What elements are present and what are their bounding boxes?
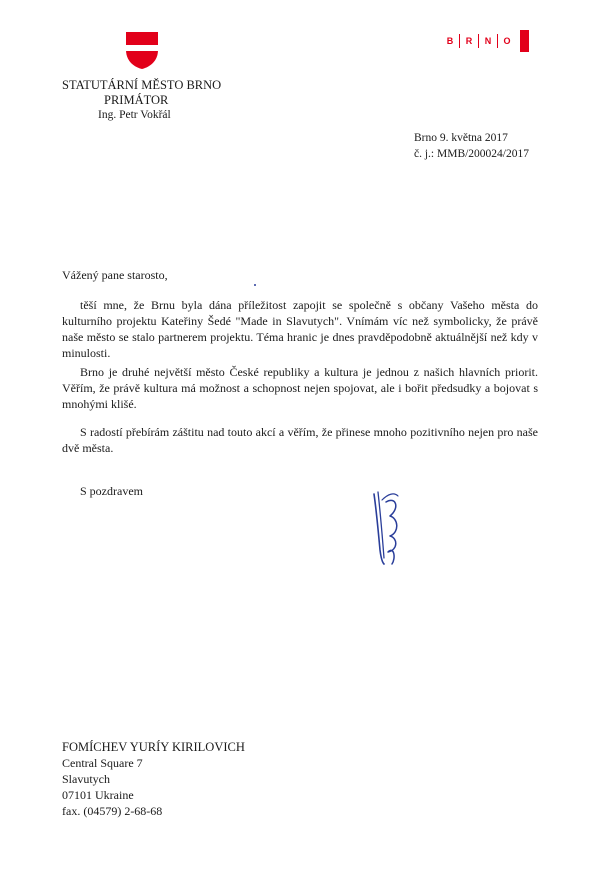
- paragraph-2-text: Brno je druhé největší město České republiky a kultura je jednou z našich hlavních priorit. Věřím, že právě kultura má možnost a schopnost nejen spojovat, ale i bořit předsudky a bojovat s mnohými klišé.: [62, 365, 538, 411]
- date-reference-block: [414, 130, 529, 162]
- header-signatory: Ing. Petr Vokřál: [98, 109, 171, 121]
- recipient-address: [62, 739, 245, 819]
- paragraph-3: [62, 424, 538, 456]
- letter-date: Brno 9. května 2017: [414, 132, 508, 144]
- letter-reference: č. j.: MMB/200024/2017: [414, 148, 530, 160]
- recipient-name: FOMÍCHEV YURÍY KIRILOVICH: [62, 740, 245, 754]
- brno-logo: [443, 30, 529, 52]
- recipient-street: Central Square 7: [62, 756, 143, 770]
- recipient-postal: 07101 Ukraine: [62, 788, 134, 802]
- ink-dot: [254, 284, 256, 286]
- paragraph-1-text: těší mne, že Brnu byla dána příležitost zapojit se společně s občany Vašeho města do kulturního projektu Kateřiny Šedé "Made in Slavutych". Vnímám víc než symbolicky, že právě naše město se stalo partnerem projektu. Téma hranic je dnes pravděpodobně aktuálnější než kdy v minulosti.: [62, 298, 538, 360]
- logo-letter-b: B: [446, 36, 454, 46]
- signature: [368, 488, 408, 568]
- header-office: PRIMÁTOR: [104, 93, 169, 107]
- brno-coat-of-arms-icon: [124, 30, 160, 70]
- logo-separator: [459, 34, 460, 48]
- logo-separator: [497, 34, 498, 48]
- logo-separator: [478, 34, 479, 48]
- logo-letter-r: R: [465, 36, 473, 46]
- paragraph-1: [62, 297, 538, 361]
- paragraph-2: [62, 364, 538, 412]
- logo-red-block: [520, 30, 529, 52]
- recipient-city: Slavutych: [62, 772, 110, 786]
- header-city: STATUTÁRNÍ MĚSTO BRNO: [62, 78, 222, 92]
- paragraph-3-text: S radostí přebírám záštitu nad touto akcí a věřím, že přinese mnoho pozitivního nejen pro naše dvě města.: [62, 425, 538, 455]
- closing: S pozdravem: [80, 484, 143, 498]
- salutation: Vážený pane starosto,: [62, 268, 168, 282]
- logo-letter-o: O: [503, 36, 511, 46]
- recipient-fax: fax. (04579) 2-68-68: [62, 804, 163, 818]
- logo-letter-n: N: [484, 36, 492, 46]
